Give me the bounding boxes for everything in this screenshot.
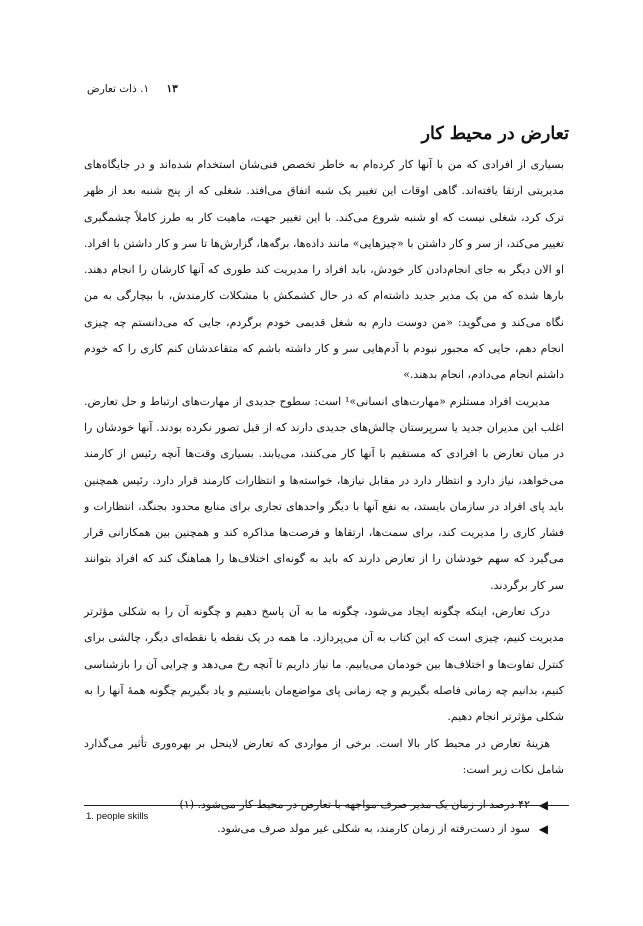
triangle-bullet-icon: ◀ [538,798,548,813]
paragraph: بسیاری از افرادی که من با آنها کار کرده‌ام به خاطر تخصص فنی‌شان استخدام شده‌اند و در جایگاه‌های مدیریتی ارتقا یافته‌اند. گاهی اوقات این تغییر یک شبه اتفاق می‌افتد. شغلی که از پنج شنبه بعد از ظهر ترک کرد، شغلی نیست که او شنبه شروع می‌کند. با این تغییر جهت، ماهیت کار به طرز کاملاً چشمگیری تغییر می‌کند، از سر و کار داشتن با «چیزهایی» مانند داده‌ها، برگه‌ها، گزارش‌ها تا سر و کار داشتن با افراد. او الان دیگر به جای انجام‌دادن کار خودش، باید افراد را مدیریت کند طوری که آنها کارشان را انجام دهند. بارها شده که من یک مدیر جدید داشته‌ام که در حال کشمکش با مشکلات کارمندش، با بیچارگی به من نگاه می‌کند و می‌گوید: «من دوست دارم به شغل قدیمی خودم برگردم، جایی که می‌دانستم چه چیزی انجام دهم، جایی که مجبور نبودم با آدم‌هایی سر و کار داشته باشم که متقاعدشان کنم کاری را که خودم داشتم انجام می‌دادم، انجام بدهند.» [84,158,564,382]
body-text [84,152,564,841]
section-title: تعارض در محیط کار [421,124,569,144]
triangle-bullet-icon: ◀ [538,822,548,837]
list-item-text: ۴۲ درصد از زمان یک مدیر صرف مواجهه با تعارض در محیط کار می‌شود. (۱) [179,798,530,812]
footnote: 1. people skills [86,811,149,822]
list-item-text: سود از دست‌رفته از زمان کارمند، به شکلی غیر مولد صرف می‌شود. [217,822,530,836]
list-item [84,817,548,841]
chapter-title: ۱. ذات تعارض [87,83,150,95]
paragraph: هزینهٔ تعارض در محیط کار بالا است. برخی از مواردی که تعارض لاینحل بر بهره‌وری تأثیر می‌گذارد شامل نکات زیر است: [84,736,564,776]
paragraph: درک تعارض، اینکه چگونه ایجاد می‌شود، چگونه ما به آن پاسخ دهیم و چگونه آن را به شکلی مؤثرتر مدیریت کنیم، چیزی است که این کتاب به آن می‌پردازد. ما همه در یک نقطه یا نقطه‌ای دیگر، چالشی برای کنترل تفاوت‌ها و اختلاف‌ها بین خودمان می‌یابیم. ما نیاز داریم تا آنچه رخ می‌دهد و چرایی آن را بازشناسی کنیم، بدانیم چه زمانی فاصله بگیریم و چه زمانی پای مواضع‌مان بایستیم و یاد بگیریم چگونه همهٔ آنها را به شکلی مؤثرتر انجام دهیم. [84,605,564,724]
page-number: ۱۳ [166,83,178,95]
footnote-divider [84,805,569,806]
running-header [87,83,178,95]
paragraph: مدیریت افراد مستلزم «مهارت‌های انسانی»¹ است: سطوح جدیدی از مهارت‌های ارتباط و حل تعارض. اغلب این مدیران جدید یا سرپرستان چالش‌های جدیدی دارند که از قبل تصور نکرده بودند. آنها خودشان را در میان تعارض با افرادی که مستقیم با آنها کار می‌کنند، می‌یابند. بسیاری وقت‌ها آنچه رئیس از کارمند می‌خواهد، نیاز دارد و انتظار دارد در مقابل نیازها، خواسته‌ها و انتظارات کارمند قرار دارد. رئیس همچنین باید پای افراد در سازمان بایستد، به نفع آنها با دیگر واحدهای تجاری برای منابع محدود بجنگد، انتظارات و فشار کاری را مدیریت کند، برای سمت‌ها، ارتقاها و فرصت‌ها مذاکره کند و همچنین بین همکارانی قرار می‌گیرد که سهم خودشان را از تعارض دارند که باید به گونه‌ای اختلاف‌ها را هماهنگ کند که افراد بتوانند سر کار برگردند. [84,394,564,592]
bullet-list [84,793,564,841]
